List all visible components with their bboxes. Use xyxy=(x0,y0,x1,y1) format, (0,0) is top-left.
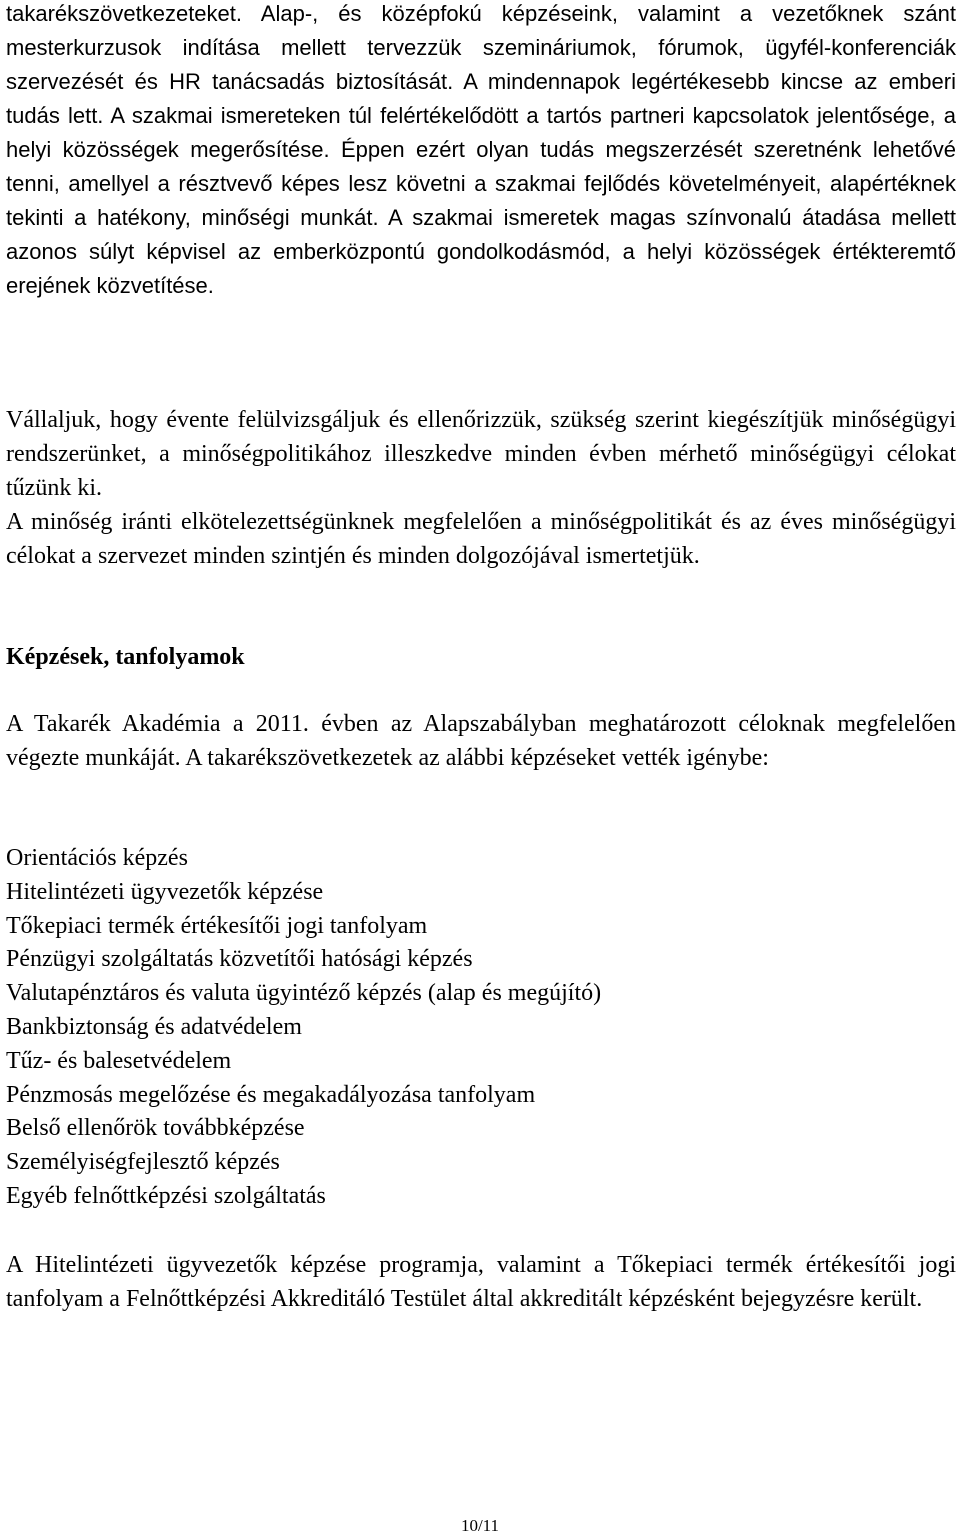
list-item: Pénzügyi szolgáltatás közvetítői hatósági képzés xyxy=(6,946,473,973)
intro-paragraph: takarékszövetkezeteket. Alap-, és középfokú képzéseink, valamint a vezetőknek szánt mesterkurzusok indítása mellett tervezzük szemináriumok, fórumok, ügyfél-konferenciák szervezését és HR tanácsadás biztosítását. A mindennapok legértékesebb kincse az emberi tudás lett. A szakmai ismereteken túl felértékelődött a tartós partneri kapcsolatok jelentősége, a helyi közösségek megerősítése. Éppen ezért olyan tudás megszerzését szeretnénk lehetővé tenni, amellyel a résztvevő képes lesz követni a szakmai fejlődés követelményeit, alapértéknek tekinti a hatékony, minőségi munkát. A szakmai ismeretek magas színvonalú átadása mellett azonos súlyt képvisel az emberközpontú gondolkodásmód, a helyi közösségek értékteremtő erejének közvetítése. xyxy=(6,1,956,298)
training-list xyxy=(6,842,601,1214)
list-item: Tőkepiaci termék értékesítői jogi tanfolyam xyxy=(6,912,428,939)
list-item: Hitelintézeti ügyvezetők képzése xyxy=(6,878,324,905)
list-item: Tűz- és balesetvédelem xyxy=(6,1047,232,1074)
page-number: 10/11 xyxy=(460,1516,500,1535)
list-item: Egyéb felnőttképzési szolgáltatás xyxy=(6,1182,326,1209)
list-item: Pénzmosás megelőzése és megakadályozása tanfolyam xyxy=(6,1081,536,1108)
quality-paragraph-1: Vállaljuk, hogy évente felülvizsgáljuk és ellenőrizzük, szükség szerint kiegészítjük minőségügyi rendszerünket, a minőségpolitikához illeszkedve minden évben mérhető minőségügyi célokat tűzünk ki. xyxy=(6,407,956,501)
quality-paragraph-2: A minőség iránti elkötelezettségünknek megfelelően a minőségpolitikát és az éves minőségügyi célokat a szervezet minden szintjén és minden dolgozójával ismertetjük. xyxy=(6,509,956,569)
list-item: Valutapénztáros és valuta ügyintéző képzés (alap és megújító) xyxy=(6,980,602,1007)
list-item: Belső ellenőrök továbbképzése xyxy=(6,1115,305,1142)
accreditation-paragraph: A Hitelintézeti ügyvezetők képzése programja, valamint a Tőkepiaci termék értékesítői jogi tanfolyam a Felnőttképzési Akkreditáló Testület által akkreditált képzésként bejegyzésre került. xyxy=(6,1252,956,1312)
academy-paragraph: A Takarék Akadémia a 2011. évben az Alapszabályban meghatározott céloknak megfelelően végezte munkáját. A takarékszövetkezetek az alábbi képzéseket vették igénybe: xyxy=(6,711,956,771)
list-item: Orientációs képzés xyxy=(6,845,188,871)
list-item: Személyiségfejlesztő képzés xyxy=(6,1149,280,1176)
section-heading: Képzések, tanfolyamok xyxy=(6,644,245,670)
list-item: Bankbiztonság és adatvédelem xyxy=(6,1013,302,1040)
